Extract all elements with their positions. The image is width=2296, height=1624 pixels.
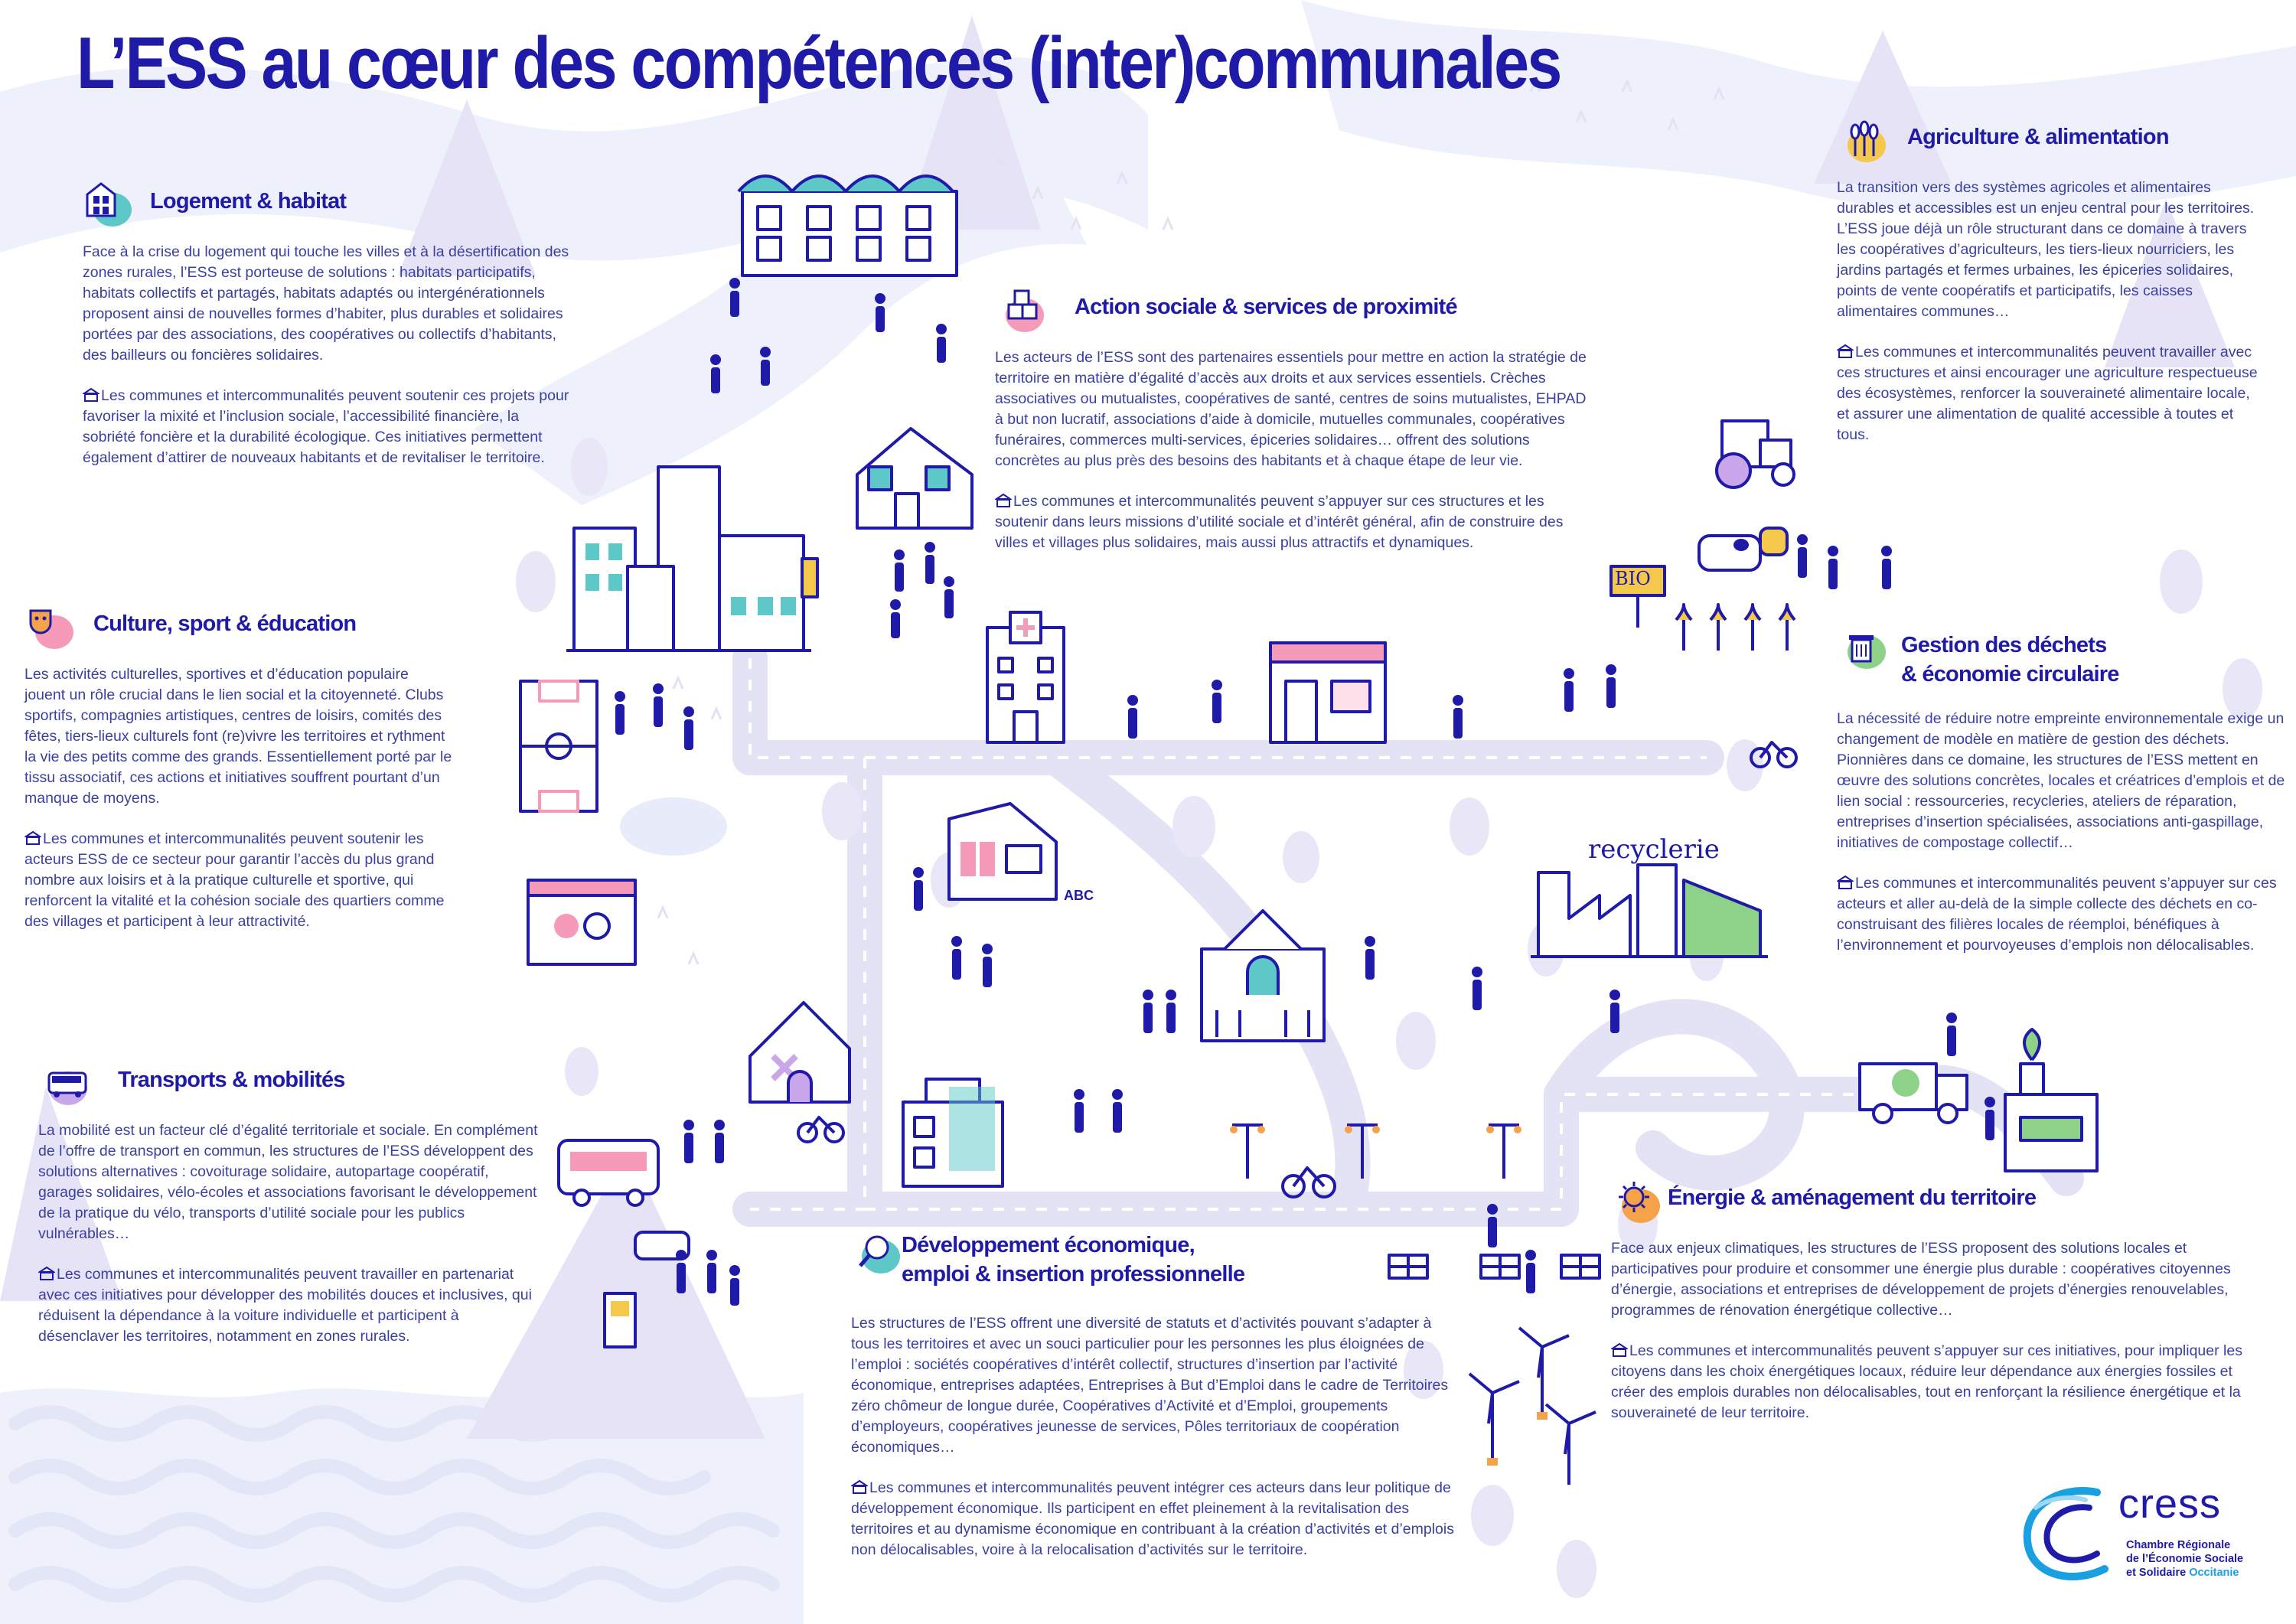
row-houses	[739, 176, 957, 276]
compost-station	[2005, 1029, 2097, 1171]
section-heading: Action sociale & services de proximité	[1075, 295, 1457, 319]
bus-icon	[38, 1056, 93, 1111]
repair-garage	[750, 1003, 850, 1102]
abc-blocks-label: ABC	[1064, 888, 1094, 903]
recyclerie-factory	[1531, 865, 1768, 957]
section-heading: Agriculture & alimentation	[1907, 125, 2169, 149]
section-heading: Transports & mobilités	[118, 1068, 345, 1092]
section-paragraph: Les acteurs de l’ESS sont des partenaires essentiels pour mettre en action la stratégie de territoire en matière d’égalité d’accès aux droits et aux services essentiels. Crèches associatives ou mutualistes, coopératives de santé, centres de soins mutualistes, EHPAD à but non lucratif, associations d’aide à domicile, mutuelles communales, coopératives funéraires, commerces multi-services, épiceries solidaires… offrent des solutions concrètes au plus près des besoins des habitants et à chaque étape de leur vie.	[995, 349, 1587, 469]
section-paragraph: La transition vers des systèmes agricoles et alimentaires durables et accessibles est un enjeu central pour les territoires. L’ESS joue déjà un rôle structurant dans ce domaine à travers les coopératives d’agriculteurs, les tiers-lieux nourriciers, les jardins partagés et fermes urbaines, les épiceries solidaires, points de vente coopératifs et participatifs, les caisses alimentaires communes…	[1837, 179, 2255, 320]
shop	[1270, 643, 1385, 742]
section-energie	[1611, 1174, 2246, 1423]
house-icon	[83, 178, 138, 233]
section-paragraph-commune: Les communes et intercommunalités peuvent travailler en partenariat avec ces initiatives pour développer des mobilités douces et inclusives, qui réduisent la dépendance à la voiture individuelle et participent à désenclaver les territoires, notamment en zones rurales.	[38, 1266, 532, 1345]
cow	[1699, 528, 1787, 570]
tractor	[1717, 421, 1794, 488]
section-culture	[24, 600, 453, 932]
section-paragraph: La mobilité est un facteur clé d’égalité territoriale et sociale. En complément de l’offre de transport en commun, les structures de l’ESS développent des solutions alternatives : covoiturage solidaire, autopartage coopératif, garages solidaires, vélo-écoles et associations favorisant le développement de la pratique du vélo, transports d’utilité sociale pour les publics vulnérables…	[38, 1122, 538, 1242]
bio-sign-label: BIO	[1615, 568, 1651, 589]
section-paragraph-commune: Les communes et intercommunalités peuvent s’appuyer sur ces initiatives, pour impliquer les citoyens dans les choix énergétiques locaux, réduire leur dépendance aux énergies fossiles et créer des emplois durables non délocalisables, tout en renforçant la résilience énergétique et la souveraineté de leur territoire.	[1611, 1342, 2242, 1421]
section-paragraph-commune: Les communes et intercommunalités peuvent s’appuyer sur ces structures et les soutenir dans leurs missions d’utilité sociale et d’intérêt général, afin de construire des villes et villages plus solidaires, mais aussi plus attractifs et dynamiques.	[995, 493, 1564, 551]
section-heading: Logement & habitat	[150, 189, 347, 214]
pond	[620, 797, 727, 856]
street-lamps	[1230, 1125, 1521, 1179]
section-agriculture	[1837, 113, 2265, 445]
section-paragraph: Face à la crise du logement qui touche les villes et à la désertification des zones rurales, l’ESS est porteuse de solutions : habitats participatifs, habitats collectifs et partagés, habitats adaptés ou intergénérationnels proposent ainsi de nouvelles formes d’habiter, plus durables et solidaires portées par des associations, des coopératives ou collectifs d’habitants, des bailleurs ou foncières solidaires.	[83, 243, 569, 364]
town-hall-icon	[24, 830, 41, 846]
section-logement	[83, 178, 572, 468]
section-paragraph-commune: Les communes et intercommunalités peuvent soutenir ces projets pour favoriser la mixité et l’inclusion sociale, l’accessibilité financière, la sobriété foncière et la durabilité écologique. Ces initiatives permettent également d’attirer de nouveaux habitants et de revitaliser le territoire.	[83, 387, 569, 466]
section-paragraph-commune: Les communes et intercommunalités peuvent soutenir les acteurs ESS de ce secteur pour garantir l’accès du plus grand nombre aux loisirs et à la pratique culturelle et sportive, qui renforcent la vitalité et la cohésion sociale des quartiers comme des villages et participent à leur attractivité.	[24, 830, 445, 930]
wheat-field	[1676, 605, 1795, 651]
theatre	[528, 880, 635, 964]
town-hall-icon	[38, 1266, 55, 1281]
wind-turbines	[1469, 1328, 1596, 1485]
theatre-masks-icon	[24, 600, 80, 655]
section-heading: Gestion des déchets & économie circulaire	[1901, 633, 2119, 686]
town-hall-icon	[995, 493, 1012, 508]
section-heading: Énergie & aménagement du territoire	[1668, 1185, 2037, 1210]
sports-field	[520, 681, 597, 811]
cress-wordmark: cress	[2118, 1481, 2222, 1527]
section-paragraph-commune: Les communes et intercommunalités peuvent intégrer ces acteurs dans leur politique de développement économique. Ils participent en effet pleinement à la revitalisation des territoires et au dynamisme économique en contribuant à la création d’activités et d’emplois non délocalisables, voire à la relocalisation d’activités sur le territoire.	[851, 1479, 1454, 1558]
abc-blocks-icon	[995, 283, 1050, 338]
section-action-sociale	[995, 283, 1592, 553]
wheat-icon	[1837, 113, 1892, 168]
cress-swirl-icon	[2013, 1477, 2120, 1592]
page-title: L’ESS au cœur des compétences (inter)communales	[77, 22, 1561, 104]
town-hall-icon	[851, 1479, 868, 1495]
cress-tagline: Chambre Régionale de l’Économie Sociale et Solidaire Occitanie	[2126, 1539, 2244, 1579]
section-dechets	[1837, 620, 2288, 956]
section-paragraph: La nécessité de réduire notre empreinte environnementale exige un changement de modèle en matière de gestion des déchets. Pionnières dans ce domaine, les structures de l’ESS mettent en œuvre des solutions concrètes, locales et créatrices d’emplois et de lien social : ressourceries, recycleries, ateliers de réparation, entreprises d’insertion spécialisées, associations anti-gaspillage, initiatives de compostage collectif…	[1837, 710, 2285, 851]
section-heading: Développement économique, emploi & insertion professionnelle	[902, 1233, 1245, 1286]
magnifier-icon	[851, 1225, 906, 1280]
trash-bin-icon	[1837, 620, 1892, 675]
section-paragraph-commune: Les communes et intercommunalités peuvent travailler avec ces structures et ainsi encourager une agriculture respectueuse des écosystèmes, renforcer la souveraineté alimentaire locale, et assurer une alimentation de qualité accessible à toutes et tous.	[1837, 344, 2258, 443]
office-building	[903, 1079, 1003, 1186]
section-transports	[38, 1056, 543, 1347]
town-hall-icon	[83, 387, 99, 403]
section-heading: Culture, sport & éducation	[93, 611, 357, 636]
section-paragraph: Face aux enjeux climatiques, les structures de l’ESS proposent des solutions locales et participatives pour produire et consommer une énergie plus durable : coopératives citoyennes d’énergie, associations et entreprises de développement de projets d’énergies renouvelables, programmes de rénovation énergétique collective…	[1611, 1240, 2231, 1319]
section-paragraph: Les activités culturelles, sportives et d’éducation populaire jouent un rôle crucial dans le lien social et la citoyenneté. Clubs sportifs, compagnies artistiques, centres de loisirs, comités des fêtes, tiers-lieux culturels font (re)vivre les territoires et rythment la vie des petits comme des grands. Essentiellement porté par le tissu associatif, ces actions et initiatives souffrent pourtant d’un manque de moyens.	[24, 666, 452, 807]
cress-logo	[2013, 1477, 2265, 1592]
shared-house	[857, 429, 972, 528]
town-hall-icon	[1837, 875, 1854, 890]
recyclerie-sign: recyclerie	[1588, 834, 1720, 865]
creche-building	[949, 804, 1056, 899]
health-centre	[987, 612, 1064, 742]
sun-icon	[1611, 1174, 1666, 1229]
section-paragraph: Les structures de l’ESS offrent une diversité de statuts et d’activités pouvant s’adapter à tous les territoires et avec un souci particulier pour les personnes les plus éloignées de l’emploi : sociétés coopératives d’intérêt collectif, structures d’insertion par l’activité économique, entreprises adaptées, Entreprises à But d’Emploi dans le cadre de Territoires zéro chômeur de longue durée, Coopératives d’Activité et d’Emploi, groupements d’employeurs, coopératives jeunesse de services, Pôles territoriaux de coopération économiques…	[851, 1315, 1449, 1456]
section-developpement	[851, 1225, 1456, 1560]
section-paragraph-commune: Les communes et intercommunalités peuvent s’appuyer sur ces acteurs et aller au-delà de la simple collecte des déchets en co-construisant des filières locales de réemploi, bénéfiques à l’environnement et pourvoyeuses d’emplois non délocalisables.	[1837, 875, 2277, 954]
town-hall-icon	[1611, 1342, 1628, 1358]
town-hall	[1202, 911, 1324, 1041]
town-hall-icon	[1837, 344, 1854, 359]
